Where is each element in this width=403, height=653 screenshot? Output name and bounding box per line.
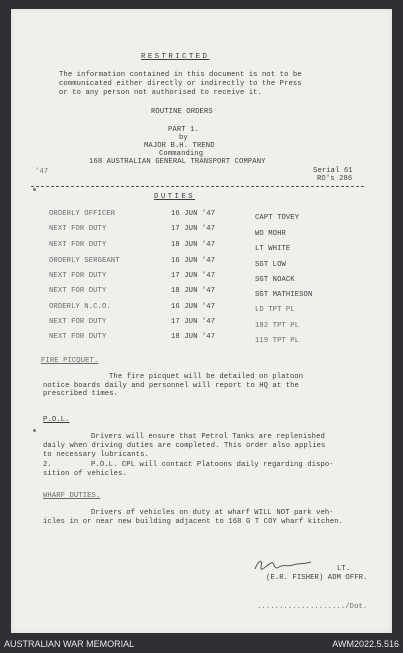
document-page [11,9,392,633]
duty-date: 18 JUN '47 [171,241,216,249]
duty-name: NEXT FOR DUTY [49,287,107,295]
signature-scribble [253,555,313,575]
document-date: '47 [35,168,49,176]
duty-person: 119 TPT PL [255,337,300,345]
duties-heading: DUTIES [154,193,196,201]
duty-date: 17 JUN '47 [171,272,216,280]
duty-person: 182 TPT PL [255,322,300,330]
duty-date: 17 JUN '47 [171,225,216,233]
section-heading-pol: P.O.L. [43,416,70,424]
duty-name: ORDERLY N.C.O. [49,303,111,311]
part-label: PART 1. [168,126,199,134]
section-line: P.O.L. CPL will contact Platoons daily regarding dispo- [91,461,334,469]
serial-number: Serial 61 [313,167,353,175]
duty-date: 18 JUN '47 [171,287,216,295]
section-heading-wharf-duties: WHARF DUTIES. [43,492,101,500]
duty-date: 18 JUN '47 [171,333,216,341]
section-marker: 2. [43,461,52,469]
section-line: icles in or near new building adjacent to 168 G T COY wharf kitchen. [43,518,344,526]
duty-person: WO MOHR [255,230,286,238]
duty-name: NEXT FOR DUTY [49,225,107,233]
ro-numbers: RO's 286 [317,175,353,183]
duty-person: SGT NOACK [255,276,295,284]
duty-person: LD TPT PL [255,306,295,314]
signature-name: (E.R. FISHER) ADM OFFR. [266,574,368,582]
signature-trail: ..................../Dot. [257,603,368,611]
duty-person: CAPT TOVEY [255,214,300,222]
duty-date: 16 JUN '47 [171,210,216,218]
footer-accession-number: AWM2022.5.516 [332,639,399,649]
section-line: sition of vehicles. [43,470,127,478]
section-line: Drivers of vehicles on duty at wharf WILL NOT park veh- [91,509,334,517]
duty-name: NEXT FOR DUTY [49,241,107,249]
signature-rank: LT. [337,565,351,573]
document-title: ROUTINE ORDERS [151,108,213,116]
archive-footer [0,633,403,653]
by-label: by [179,134,188,142]
duty-name: NEXT FOR DUTY [49,318,107,326]
caveat-line-2: communicated either directly or indirectly to the Press [59,80,302,88]
duty-date: 16 JUN '47 [171,303,216,311]
classification-heading: RESTRICTED [141,53,210,61]
section-line: The fire picquet will be detailed on platoon [109,373,304,381]
duty-name: ORDERLY OFFICER [49,210,116,218]
section-line: prescribed times. [43,390,119,398]
section-line: Drivers will ensure that Petrol Tanks are replenished [91,433,325,441]
duty-person: LT WHITE [255,245,291,253]
section-line: to necessary lubricants. [43,451,149,459]
unit-name: 168 AUSTRALIAN GENERAL TRANSPORT COMPANY [89,158,266,166]
caveat-line-3: or to any person not authorised to receive it. [59,89,263,97]
section-heading-fire-picquet: FIRE PICQUET. [41,357,99,365]
section-line: daily when driving duties are completed. This order also applies [43,442,326,450]
authority-role: Commanding [159,150,204,158]
section-line: notice boards daily and personnel will report to HQ at the [43,382,299,390]
duty-name: NEXT FOR DUTY [49,272,107,280]
duty-name: ORDERLY SERGEANT [49,257,120,265]
footer-institution: AUSTRALIAN WAR MEMORIAL [4,639,135,649]
duty-person: SGT MATHIESON [255,291,313,299]
duty-person: SGT LOW [255,261,286,269]
caveat-line-1: The information contained in this document is not to be [59,71,302,79]
authority-name: MAJOR B.H. TREND [144,142,215,150]
punch-hole [33,429,36,432]
duty-name: NEXT FOR DUTY [49,333,107,341]
divider-line [31,186,364,187]
punch-hole [33,188,36,191]
duty-date: 17 JUN '47 [171,318,216,326]
duty-date: 16 JUN '47 [171,257,216,265]
